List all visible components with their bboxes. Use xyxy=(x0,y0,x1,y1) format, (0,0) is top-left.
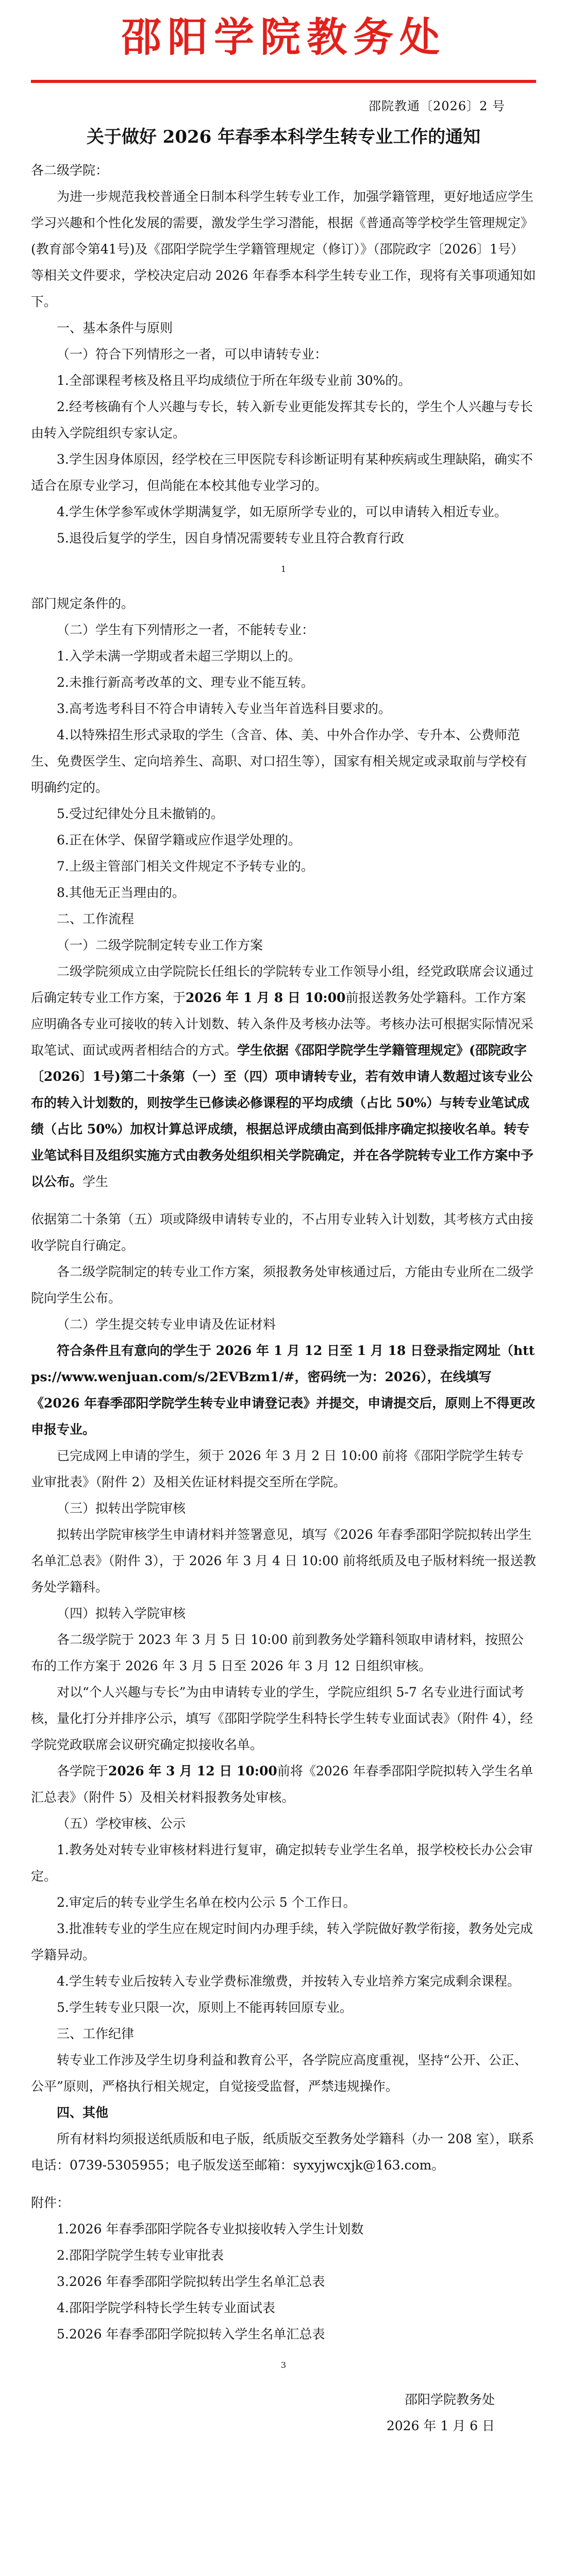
list-item: 2.经考核确有个人兴趣与专长，转入新专业更能发挥其专长的，学生个人兴趣与专长由转入学院组织专家认定。 xyxy=(31,399,533,440)
attachment-item: 5.2026 年春季邵阳学院拟转入学生名单汇总表 xyxy=(57,2327,325,2342)
list-item: 4.以特殊招生形式录取的学生（含音、体、美、中外合作办学、专升本、公费师范生、免费医学生、定向培养生、高职、对口招生等），国家有相关规定或录取前与学校有明确约定的。 xyxy=(31,727,527,795)
subsection-heading: （一）符合下列情形之一者，可以申请转专业： xyxy=(57,347,328,362)
org-title: 邵阳学院教务处 xyxy=(121,14,446,61)
intro-paragraph: 为进一步规范我校普通全日制本科学生转专业工作，加强学籍管理，更好地适应学生学习兴趣和个性化发展的需要，激发学生学习潜能，根据《普通高等学校学生管理规定》(教育部令第41号)及《邵阳学院学生学籍管理规定（修订）》（邵院政字〔2026〕1号）等相关文件要求，学校决定启动 2026 年春季本科学生转专业工作，现将有关事项通知如下。 xyxy=(31,189,536,309)
deadline: 2026 年 3 月 12 日 10:00 xyxy=(108,1764,277,1778)
section-heading: 一、基本条件与原则 xyxy=(57,320,173,335)
attachment-item: 1.2026 年春季邵阳学院各专业拟接收转入学生计划数 xyxy=(57,2222,364,2236)
section-heading: 四、其他 xyxy=(57,2105,109,2120)
list-item: 8.其他无正当理由的。 xyxy=(57,885,185,900)
list-item: 7.上级主管部门相关文件规定不予转专业的。 xyxy=(57,859,314,874)
red-divider xyxy=(31,80,536,83)
paragraph xyxy=(31,2126,536,2178)
spacer xyxy=(31,2178,536,2190)
paragraph: 各二级学院于 2023 年 3 月 5 日 10:00 前到教务处学籍科领取申请材料，按照公布的工作方案于 2026 年 3 月 5 日至 2026 年 3 月 12 日组织审核。 xyxy=(31,1632,524,1673)
paragraph xyxy=(31,1337,536,1443)
text: 各学院于 xyxy=(57,1764,109,1778)
section-heading: 二、工作流程 xyxy=(57,911,135,926)
text: 前报送教务处学籍科。工作方案应明确各专业可接收的转入计划数、转入条件及考核办法等。考核办法可根据实际情况采取笔试、面试或两者相结合的方式。 xyxy=(31,990,534,1058)
doc-title: 关于做好 2026 年春季本科学生转专业工作的通知 xyxy=(86,127,481,147)
paragraph: 已完成网上申请的学生，须于 2026 年 3 月 2 日 10:00 前将《邵阳学院学生转专业审批表》（附件 2）及相关佐证材料提交至所在学院。 xyxy=(31,1448,524,1489)
list-item: 5.受过纪律处分且未撤销的。 xyxy=(57,806,224,821)
subsection-heading: （五）学校审核、公示 xyxy=(57,1816,186,1831)
text: ，密码统一为：2026），在线填写《2026 年春季邵阳学院学生转专业申请登记表》并提交，申请提交后，原则上不得更改申报专业。 xyxy=(31,1369,536,1437)
email-link[interactable]: syxyjwcxjk@163.com xyxy=(293,2158,432,2173)
list-item: 4.学生休学参军或休学期满复学，如无原所学专业的，可以申请转入相近专业。 xyxy=(57,504,507,519)
paragraph xyxy=(31,958,536,1195)
page-break xyxy=(31,1195,536,1206)
list-item: 5.学生转专业只限一次，原则上不能再转回原专业。 xyxy=(57,2000,353,2015)
list-item: 4.学生转专业后按转入专业学费标准缴费，并按转入专业培养方案完成剩余课程。 xyxy=(57,1974,520,1989)
text: 二级学院须成立由学院院长任组长的学院转专业工作领导小组，经党政联席会议通过后确定转专业工作方案，于 xyxy=(31,964,534,1005)
attachments-label: 附件： xyxy=(31,2195,70,2210)
paragraph: 转专业工作涉及学生切身利益和教育公平，各学院应高度重视，坚持“公开、公正、公平”原则，严格执行相关规定，自觉接受监督，严禁违规操作。 xyxy=(31,2053,527,2094)
text: 符合条件且有意向的学生于 2026 年 1 月 12 日至 1 月 18 日登录指定网址（ xyxy=(57,1343,513,1358)
rule-text: 学生依据《邵阳学院学生学籍管理规定》(邵院政字〔2026〕1号)第二十条第（一）至（四）项申请转专业，若有效申请人数超过该专业公布的转入计划数的，则按学生已修读必修课程的平均成绩（占比 50%）与转专业笔试成绩（占比 50%）加权计算总评成绩，根据总评成绩由高到低排序确定拟接收名单。转专业笔试科目及组织实施方式由教务处组织相关学院确定，并在各学院转专业工作方案中予以公布。 xyxy=(31,1043,534,1189)
salutation: 各二级学院： xyxy=(31,163,109,178)
list-item: 1.教务处对转专业审核材料进行复审，确定拟转专业学生名单，报学校校长办公会审定。 xyxy=(31,1842,533,1884)
list-item: 1.全部课程考核及格且平均成绩位于所在年级专业前 30%的。 xyxy=(57,373,411,388)
text: 所有材料均须报送纸质版和电子版，纸质版交至教务处学籍科（办一 208 室），联系电话： xyxy=(31,2131,535,2173)
paragraph: 各二级学院制定的转专业工作方案，须报教务处审核通过后，方能由专业所在二级学院向学生公布。 xyxy=(31,1264,534,1306)
subsection-heading: （一）二级学院制定转专业工作方案 xyxy=(57,938,263,953)
survey-link[interactable]: https://www.wenjuan.com/s/2EVBzm1/# xyxy=(31,1343,535,1384)
signature-date: 2026 年 1 月 6 日 xyxy=(386,2418,495,2433)
page-number: 1 xyxy=(280,564,287,574)
paragraph: 拟转出学院审核学生申请材料并签署意见，填写《2026 年春季邵阳学院拟转出学生名单汇总表》（附件 3），于 2026 年 3 月 4 日 10:00 前将纸质及电子版材料统一报送教务处学籍科。 xyxy=(31,1527,536,1595)
signature-org: 邵阳学院教务处 xyxy=(404,2392,495,2407)
list-item: 5.退役后复学的学生，因自身情况需要转专业且符合教育行政 xyxy=(57,531,404,546)
paragraph-continuation: 依据第二十条第（五）项或降级申请转专业的，不占用专业转入计划数，其考核方式由接收学院自行确定。 xyxy=(31,1212,534,1253)
phone-number: 0739-5305955 xyxy=(70,2158,164,2173)
list-item: 2.审定后的转专业学生名单在校内公示 5 个工作日。 xyxy=(57,1895,356,1910)
subsection-heading: （三）拟转出学院审核 xyxy=(57,1501,186,1516)
letterhead xyxy=(0,9,567,66)
text: ；电子版发送至邮箱： xyxy=(164,2158,293,2173)
list-item: 3.批准转专业的学生应在规定时间内办理手续，转入学院做好教学衔接，教务处完成学籍异动。 xyxy=(31,1921,533,1962)
list-item: 1.入学未满一学期或者未超三学期以上的。 xyxy=(57,649,301,664)
attachment-item: 3.2026 年春季邵阳学院拟转出学生名单汇总表 xyxy=(57,2274,325,2289)
attachment-item: 4.邵阳学院学科特长学生转专业面试表 xyxy=(57,2300,275,2315)
text: 学生 xyxy=(82,1174,109,1189)
subsection-heading: （四）拟转入学院审核 xyxy=(57,1606,186,1621)
subsection-heading: （二）学生提交转专业申请及佐证材料 xyxy=(57,1317,276,1332)
text: 。 xyxy=(431,2158,445,2173)
attachment-item: 2.邵阳学院学生转专业审批表 xyxy=(57,2248,224,2263)
list-item: 3.高考选考科目不符合申请转入专业当年首选科目要求的。 xyxy=(57,701,391,716)
subsection-heading: （二）学生有下列情形之一者，不能转专业： xyxy=(57,622,315,637)
deadline: 2026 年 1 月 8 日 10:00 xyxy=(186,990,346,1005)
paragraph: 对以“个人兴趣与专长”为由申请转专业的学生，学院应组织 5-7 名专业进行面试考核，量化打分并排序公示，填写《邵阳学院学生科特长学生转专业面试表》（附件 4），经学院党政联席会议研究确定拟接收名单。 xyxy=(31,1685,533,1752)
list-item-continuation: 部门规定条件的。 xyxy=(31,596,135,611)
document-body xyxy=(31,157,536,2439)
signature-block xyxy=(31,2386,536,2439)
paragraph xyxy=(31,1758,536,1810)
text: 前将《2026 年春季邵阳学院拟转入学生名单汇总表》（附件 5）及相关材料报教务处审核。 xyxy=(31,1764,533,1805)
page-number: 3 xyxy=(280,2360,287,2370)
list-item: 6.正在休学、保留学籍或应作退学处理的。 xyxy=(57,833,301,848)
section-heading: 三、工作纪律 xyxy=(57,2026,135,2041)
doc-number: 邵院教通〔2026〕2 号 xyxy=(369,99,505,113)
list-item: 2.未推行新高考改革的文、理专业不能互转。 xyxy=(57,675,314,690)
list-item: 3.学生因身体原因，经学校在三甲医院专科诊断证明有某种疾病或生理缺陷，确实不适合在原专业学习，但尚能在本校其他专业学习的。 xyxy=(31,452,533,493)
